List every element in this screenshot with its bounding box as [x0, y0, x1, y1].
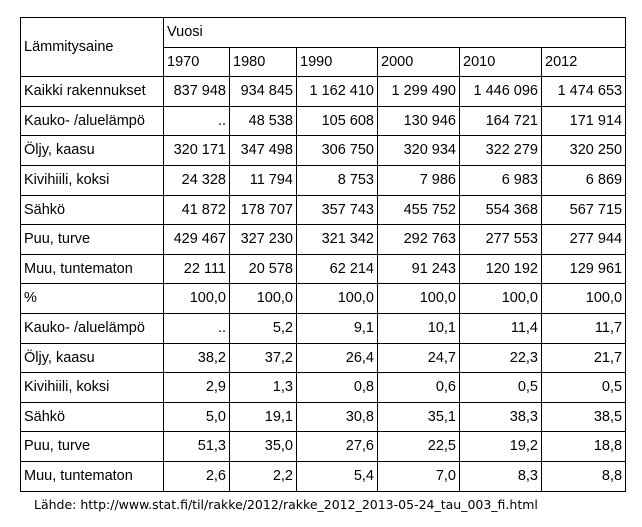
table-cell: 164 721 — [460, 106, 542, 136]
table-cell: 429 467 — [164, 225, 230, 255]
table-row — [21, 77, 626, 107]
table-cell: 62 214 — [297, 254, 378, 284]
year-header-cell: 2012 — [542, 47, 626, 77]
table-cell: 35,0 — [230, 432, 297, 462]
table-cell: 1 446 096 — [460, 77, 542, 107]
table-cell: 554 368 — [460, 195, 542, 225]
table-cell: 38,5 — [542, 402, 626, 432]
table-row — [21, 165, 626, 195]
table-cell: 327 230 — [230, 225, 297, 255]
table-cell: 27,6 — [297, 432, 378, 462]
row-label: Öljy, kaasu — [21, 136, 164, 166]
table-cell: 292 763 — [378, 225, 460, 255]
table-cell: 1 162 410 — [297, 77, 378, 107]
table-cell: 8,8 — [542, 461, 626, 491]
source-citation: Lähde: http://www.stat.fi/til/rakke/2012/rakke_2012_2013-05-24_tau_003_fi.html — [34, 497, 538, 512]
table-cell: 10,1 — [378, 313, 460, 343]
table-cell: 38,3 — [460, 402, 542, 432]
table-cell: 0,5 — [542, 373, 626, 403]
table-row — [21, 373, 626, 403]
table-cell: 320 171 — [164, 136, 230, 166]
table-row — [21, 106, 626, 136]
year-header-cell: 1990 — [297, 47, 378, 77]
table-cell: 105 608 — [297, 106, 378, 136]
table-cell: 51,3 — [164, 432, 230, 462]
table-cell: 38,2 — [164, 343, 230, 373]
row-label: Öljy, kaasu — [21, 343, 164, 373]
table-cell: 6 869 — [542, 165, 626, 195]
table-cell: 91 243 — [378, 254, 460, 284]
table-cell: 20 578 — [230, 254, 297, 284]
table-cell: 2,6 — [164, 461, 230, 491]
table-cell: 320 934 — [378, 136, 460, 166]
table-cell: .. — [164, 106, 230, 136]
table-cell: 178 707 — [230, 195, 297, 225]
table-cell: 19,1 — [230, 402, 297, 432]
table-cell: 320 250 — [542, 136, 626, 166]
row-label: Kaikki rakennukset — [21, 77, 164, 107]
table-row — [21, 461, 626, 491]
table-cell: 48 538 — [230, 106, 297, 136]
table-cell: 21,7 — [542, 343, 626, 373]
table-cell: 130 946 — [378, 106, 460, 136]
table-cell: 8 753 — [297, 165, 378, 195]
table-cell: 22,5 — [378, 432, 460, 462]
row-label: Muu, tuntematon — [21, 254, 164, 284]
row-label: Kauko- /aluelämpö — [21, 106, 164, 136]
table-cell: 30,8 — [297, 402, 378, 432]
table-row — [21, 402, 626, 432]
table-cell: 837 948 — [164, 77, 230, 107]
table-cell: 8,3 — [460, 461, 542, 491]
table-cell: 0,6 — [378, 373, 460, 403]
table-cell: 100,0 — [297, 284, 378, 314]
row-label: Sähkö — [21, 195, 164, 225]
year-header-cell: 1970 — [164, 47, 230, 77]
table-cell: 2,9 — [164, 373, 230, 403]
table-cell: 24 328 — [164, 165, 230, 195]
table-cell: 100,0 — [164, 284, 230, 314]
table-cell: 306 750 — [297, 136, 378, 166]
table-cell: 0,8 — [297, 373, 378, 403]
year-header-cell: 2000 — [378, 47, 460, 77]
table-cell: 18,8 — [542, 432, 626, 462]
corner-header: Lämmitysaine — [21, 18, 164, 77]
row-label: Puu, turve — [21, 225, 164, 255]
table-row — [21, 254, 626, 284]
table-cell: .. — [164, 313, 230, 343]
table-cell: 100,0 — [460, 284, 542, 314]
row-label: % — [21, 284, 164, 314]
table-cell: 11,7 — [542, 313, 626, 343]
row-label: Puu, turve — [21, 432, 164, 462]
row-label: Kivihiili, koksi — [21, 373, 164, 403]
table-cell: 277 944 — [542, 225, 626, 255]
table-cell: 567 715 — [542, 195, 626, 225]
table-cell: 120 192 — [460, 254, 542, 284]
table-cell: 455 752 — [378, 195, 460, 225]
row-label: Sähkö — [21, 402, 164, 432]
table-cell: 1,3 — [230, 373, 297, 403]
row-label: Kauko- /aluelämpö — [21, 313, 164, 343]
table-cell: 934 845 — [230, 77, 297, 107]
table-cell: 1 474 653 — [542, 77, 626, 107]
table-cell: 1 299 490 — [378, 77, 460, 107]
table-row — [21, 313, 626, 343]
table-cell: 100,0 — [542, 284, 626, 314]
table-cell: 2,2 — [230, 461, 297, 491]
table-row — [21, 284, 626, 314]
table-cell: 41 872 — [164, 195, 230, 225]
table-cell: 22,3 — [460, 343, 542, 373]
table-cell: 6 983 — [460, 165, 542, 195]
header-row — [21, 18, 626, 48]
table-cell: 26,4 — [297, 343, 378, 373]
table-cell: 0,5 — [460, 373, 542, 403]
table-cell: 322 279 — [460, 136, 542, 166]
table-cell: 24,7 — [378, 343, 460, 373]
table-cell: 9,1 — [297, 313, 378, 343]
table-cell: 5,2 — [230, 313, 297, 343]
table-cell: 321 342 — [297, 225, 378, 255]
table-cell: 19,2 — [460, 432, 542, 462]
table-cell: 7,0 — [378, 461, 460, 491]
table-row — [21, 195, 626, 225]
year-group-header: Vuosi — [164, 18, 626, 48]
table-row — [21, 225, 626, 255]
table-cell: 37,2 — [230, 343, 297, 373]
table-cell: 22 111 — [164, 254, 230, 284]
table-cell: 129 961 — [542, 254, 626, 284]
heating-fuel-table — [20, 17, 626, 492]
table-row — [21, 343, 626, 373]
table-cell: 11,4 — [460, 313, 542, 343]
year-header-cell: 1980 — [230, 47, 297, 77]
row-label: Kivihiili, koksi — [21, 165, 164, 195]
table-cell: 357 743 — [297, 195, 378, 225]
table-row — [21, 136, 626, 166]
table-cell: 347 498 — [230, 136, 297, 166]
table-cell: 277 553 — [460, 225, 542, 255]
table-cell: 5,4 — [297, 461, 378, 491]
table-cell: 5,0 — [164, 402, 230, 432]
table-cell: 7 986 — [378, 165, 460, 195]
table-cell: 100,0 — [378, 284, 460, 314]
year-header-cell: 2010 — [460, 47, 542, 77]
table-row — [21, 432, 626, 462]
table-cell: 100,0 — [230, 284, 297, 314]
row-label: Muu, tuntematon — [21, 461, 164, 491]
table-cell: 11 794 — [230, 165, 297, 195]
table-cell: 171 914 — [542, 106, 626, 136]
table-cell: 35,1 — [378, 402, 460, 432]
